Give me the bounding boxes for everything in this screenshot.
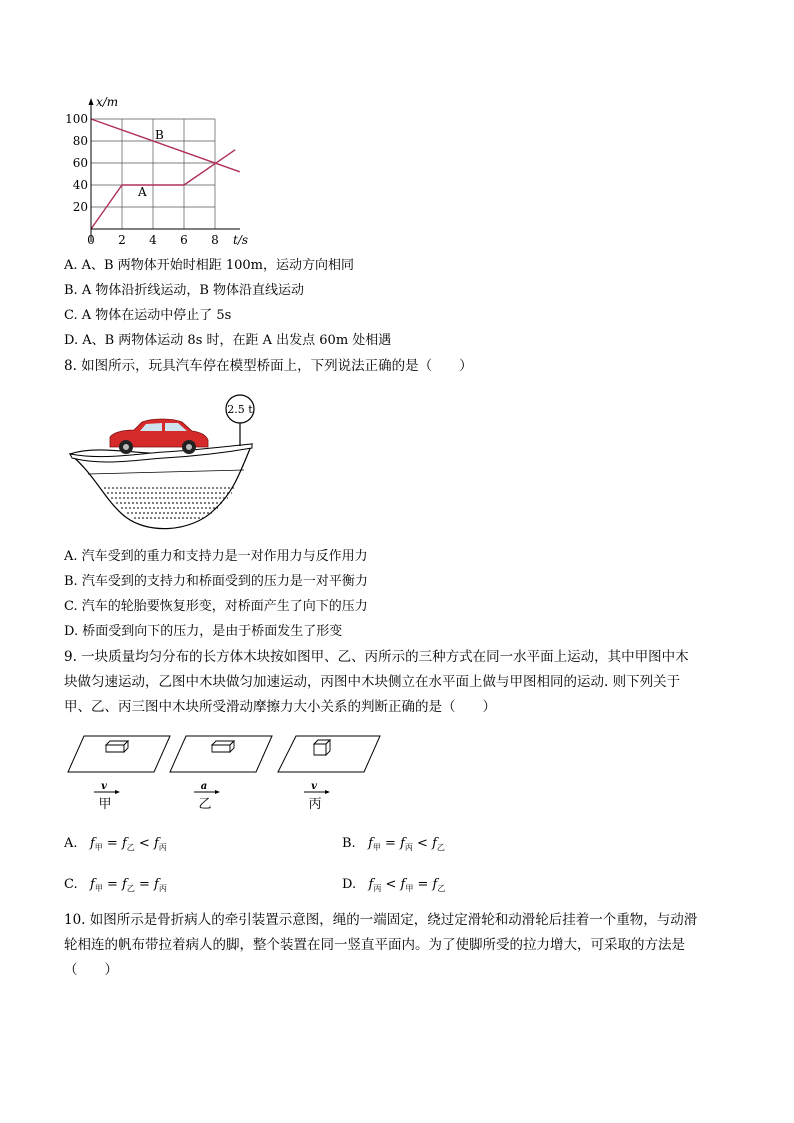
q8-option-c: C. 汽车的轮胎要恢复形变，对桥面产生了向下的压力 xyxy=(64,599,368,614)
q7-option-b: B. A 物体沿折线运动，B 物体沿直线运动 xyxy=(64,283,305,298)
x-axis-label: t/s xyxy=(233,233,249,247)
graph-series xyxy=(91,119,240,229)
bridge-car-figure xyxy=(64,392,274,542)
q8-stem: 8. 如图所示，玩具汽车停在模型桥面上，下列说法正确的是（ ） xyxy=(64,358,473,374)
q9-option-d: D. $f_丙 < f_甲 = f_乙$ xyxy=(342,877,446,893)
caption-bing: 丙 xyxy=(308,797,322,812)
q8-option-a: A. 汽车受到的重力和支持力是一对作用力与反作用力 xyxy=(64,549,368,564)
y-axis-label: x/m xyxy=(96,95,119,109)
q9-stem-line-3: 甲、乙、丙三图中木块所受滑动摩擦力大小关系的判断正确的是（ ） xyxy=(64,699,496,715)
caption-yi: 乙 xyxy=(198,797,212,812)
caption-jia: 甲 xyxy=(98,797,112,812)
series-line-a xyxy=(91,150,235,229)
graph-grid xyxy=(91,119,215,229)
q9-option-a: A. $f_甲 = f_乙 < f_丙$ xyxy=(64,836,167,852)
position-time-graph xyxy=(60,92,260,252)
series-label-a: A xyxy=(138,185,147,199)
y-tick-40: 40 xyxy=(72,178,88,192)
arrow-label-yi: a xyxy=(200,781,208,792)
x-tick-4: 4 xyxy=(149,233,157,247)
x-tick-8: 8 xyxy=(211,233,219,247)
x-tick-0: 0 xyxy=(87,233,95,247)
series-label-b: B xyxy=(155,128,164,142)
panel-jia xyxy=(68,736,170,812)
q8-option-b: B. 汽车受到的支持力和桥面受到的压力是一对平衡力 xyxy=(64,574,368,589)
q10-stem-line-3: （ ） xyxy=(64,962,118,978)
panel-bing xyxy=(278,736,380,812)
y-axis-arrow xyxy=(89,98,94,105)
q7-option-c: C. A 物体在运动中停止了 5s xyxy=(64,308,232,323)
y-tick-80: 80 xyxy=(72,134,88,148)
toy-car xyxy=(110,419,208,454)
q9-stem-line-2: 块做匀速运动，乙图中木块做匀加速运动，丙图中木块侧立在水平面上做与甲图相同的运动. 则下列关于 xyxy=(64,674,681,690)
arrow-label-jia: v xyxy=(101,781,107,792)
q10-stem-line-1: 10. 如图所示是骨折病人的牵引装置示意图，绳的一端固定，绕过定滑轮和动滑轮后挂着一个重物，与动滑 xyxy=(64,912,698,928)
arrow-label-bing: v xyxy=(311,781,317,792)
weight-limit-label: 2.5 t xyxy=(227,403,253,416)
block-motion-figures xyxy=(64,732,384,816)
y-tick-labels xyxy=(65,112,88,214)
q9-stem-line-1: 9. 一块质量均匀分布的长方体木块按如图甲、乙、丙所示的三种方式在同一水平面上运动，其中甲图中木 xyxy=(64,649,689,665)
q10-stem-line-2: 轮相连的帆布带拉着病人的脚，整个装置在同一竖直平面内。为了使脚所受的拉力增大，可采取的方法是 xyxy=(64,937,685,953)
q9-option-c: C. $f_甲 = f_乙 = f_丙$ xyxy=(64,877,167,893)
q7-option-a: A. A、B 两物体开始时相距 100m，运动方向相同 xyxy=(64,258,354,273)
q8-option-d: D. 桥面受到向下的压力，是由于桥面发生了形变 xyxy=(64,624,343,639)
series-line-b xyxy=(91,119,240,172)
y-tick-60: 60 xyxy=(72,156,88,170)
y-tick-20: 20 xyxy=(72,200,88,214)
q7-option-d: D. A、B 两物体运动 8s 时，在距 A 出发点 60m 处相遇 xyxy=(64,333,392,348)
panel-yi xyxy=(170,736,272,812)
q9-option-b: B. $f_甲 = f_丙 < f_乙$ xyxy=(342,836,445,852)
x-tick-2: 2 xyxy=(118,233,126,247)
x-tick-6: 6 xyxy=(180,233,188,247)
y-tick-100: 100 xyxy=(65,112,88,126)
x-tick-labels xyxy=(87,233,219,247)
